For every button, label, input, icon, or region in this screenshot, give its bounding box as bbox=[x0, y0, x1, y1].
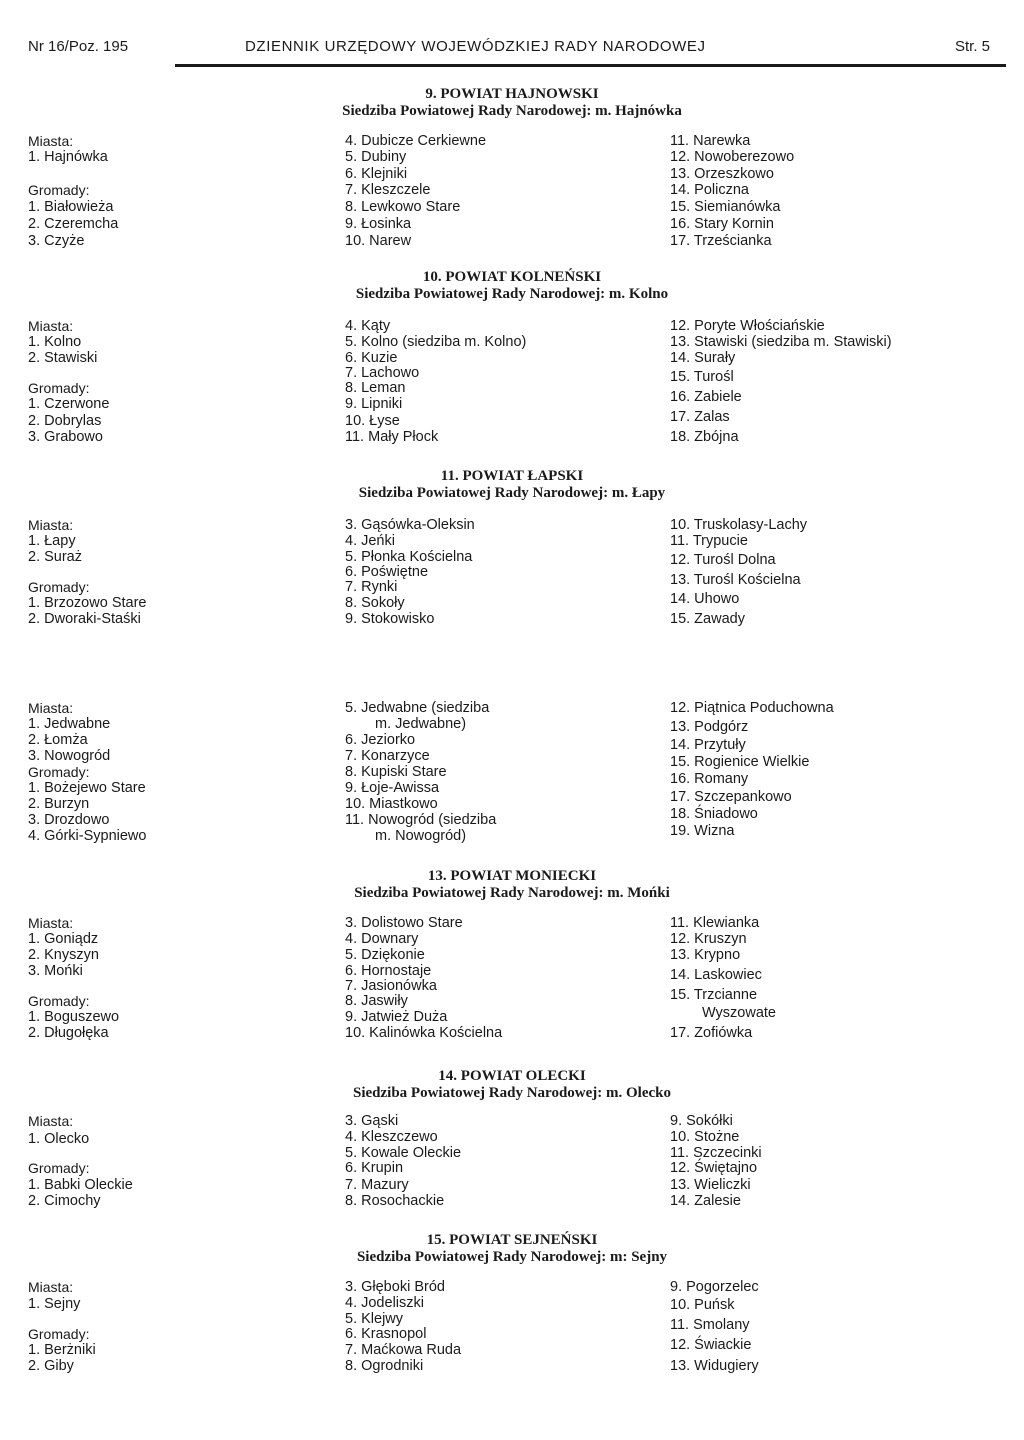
list-label: Miasta: bbox=[28, 1279, 74, 1295]
list-item: 4. Jodeliszki bbox=[345, 1295, 424, 1311]
list-label: Miasta: bbox=[28, 915, 74, 931]
list-item: 10. Miastkowo bbox=[345, 796, 438, 812]
list-item: 9. Stokowisko bbox=[345, 611, 435, 627]
list-item: 15. Trzcianne bbox=[670, 987, 758, 1003]
list-item: 14. Laskowiec bbox=[670, 967, 762, 983]
list-item: 15. Rogienice Wielkie bbox=[670, 754, 810, 770]
list-item: 9. Sokółki bbox=[670, 1113, 733, 1129]
list-item: 10. Łyse bbox=[345, 413, 400, 429]
list-label: Miasta: bbox=[28, 1113, 74, 1129]
list-item: 2. Dworaki-Staśki bbox=[28, 611, 141, 627]
list-item: 16. Romany bbox=[670, 771, 749, 787]
list-item: 1. Bożejewo Stare bbox=[28, 780, 146, 796]
list-item: 1. Goniądz bbox=[28, 931, 99, 947]
list-item: 1. Olecko bbox=[28, 1131, 90, 1147]
list-item: 8. Rosochackie bbox=[345, 1193, 445, 1209]
list-item: 2. Dobrylas bbox=[28, 413, 102, 429]
list-item: 18. Śniadowo bbox=[670, 806, 758, 822]
list-item: 9. Lipniki bbox=[345, 396, 403, 412]
list-item: 3. Czyże bbox=[28, 233, 85, 249]
list-item: 14. Policzna bbox=[670, 182, 749, 198]
list-item: 11. Klewianka bbox=[670, 915, 760, 931]
list-label: Gromady: bbox=[28, 182, 90, 198]
section-title: 11. POWIAT ŁAPSKI bbox=[440, 468, 584, 484]
list-label: Gromady: bbox=[28, 380, 90, 396]
list-item: 1. Białowieża bbox=[28, 199, 114, 215]
list-item: 7. Jasionówka bbox=[345, 978, 437, 994]
list-item: 3. Nowogród bbox=[28, 748, 111, 764]
section-title: 9. POWIAT HAJNOWSKI bbox=[425, 86, 599, 102]
list-item: 5. Dziękonie bbox=[345, 947, 425, 963]
section-subtitle: Siedziba Powiatowej Rady Narodowej: m. Kolno bbox=[355, 286, 669, 302]
list-item: 2. Stawiski bbox=[28, 350, 98, 366]
section-subtitle: Siedziba Powiatowej Rady Narodowej: m. Hajnówka bbox=[342, 103, 682, 119]
list-item: 9. Łoje-Awissa bbox=[345, 780, 440, 796]
list-item: Wyszowate bbox=[702, 1005, 777, 1021]
list-item: 12. Kruszyn bbox=[670, 931, 747, 947]
list-item: 17. Zofiówka bbox=[670, 1025, 753, 1041]
page-header bbox=[0, 38, 1024, 60]
list-item: 13. Krypno bbox=[670, 947, 741, 963]
list-item: 17. Trześcianka bbox=[670, 233, 772, 249]
list-item: 8. Ogrodniki bbox=[345, 1358, 424, 1374]
list-item: 13. Stawiski (siedziba m. Stawiski) bbox=[670, 334, 892, 350]
list-item: 4. Downary bbox=[345, 931, 419, 947]
list-item: 10. Narew bbox=[345, 233, 412, 249]
list-item: 2. Cimochy bbox=[28, 1193, 101, 1209]
list-item: m. Jedwabne) bbox=[375, 716, 467, 732]
list-item: 12. Poryte Włościańskie bbox=[670, 318, 825, 334]
list-item: 12. Piątnica Poduchowna bbox=[670, 700, 834, 716]
list-item: 6. Kuzie bbox=[345, 350, 398, 366]
list-item: 14. Przytuły bbox=[670, 737, 746, 753]
list-item: 7. Kleszczele bbox=[345, 182, 431, 198]
list-item: 2. Długołęka bbox=[28, 1025, 109, 1041]
list-item: 11. Szczecinki bbox=[670, 1145, 762, 1161]
list-item: 12. Turośl Dolna bbox=[670, 552, 776, 568]
list-item: 10. Kalinówka Kościelna bbox=[345, 1025, 503, 1041]
list-item: 6. Jeziorko bbox=[345, 732, 416, 748]
list-item: 9. Jatwież Duża bbox=[345, 1009, 448, 1025]
list-item: 6. Klejniki bbox=[345, 166, 408, 182]
list-item: 5. Kowale Oleckie bbox=[345, 1145, 462, 1161]
list-item: 5. Kolno (siedziba m. Kolno) bbox=[345, 334, 527, 350]
list-item: 12. Świętajno bbox=[670, 1160, 758, 1176]
list-item: 1. Boguszewo bbox=[28, 1009, 120, 1025]
list-item: 8. Jaswiły bbox=[345, 993, 408, 1009]
list-item: 13. Widugiery bbox=[670, 1358, 759, 1374]
list-item: 1. Berżniki bbox=[28, 1342, 96, 1358]
section-title: 10. POWIAT KOLNEŃSKI bbox=[422, 269, 602, 285]
list-item: 5. Jedwabne (siedziba bbox=[345, 700, 490, 716]
list-item: 1. Kolno bbox=[28, 334, 82, 350]
list-item: 1. Łapy bbox=[28, 533, 76, 549]
list-item: 6. Krasnopol bbox=[345, 1326, 427, 1342]
list-item: 3. Grabowo bbox=[28, 429, 103, 445]
list-label: Miasta: bbox=[28, 318, 74, 334]
list-item: 2. Giby bbox=[28, 1358, 74, 1374]
list-item: 7. Mazury bbox=[345, 1177, 409, 1193]
list-item: 8. Kupiski Stare bbox=[345, 764, 447, 780]
list-item: 2. Łomża bbox=[28, 732, 88, 748]
page-number: Str. 5 bbox=[955, 38, 991, 55]
list-item: 3. Gąski bbox=[345, 1113, 399, 1129]
list-label: Gromady: bbox=[28, 1160, 90, 1176]
list-item: 9. Pogorzelec bbox=[670, 1279, 759, 1295]
list-item: 13. Turośl Kościelna bbox=[670, 572, 801, 588]
list-item: 19. Wizna bbox=[670, 823, 735, 839]
journal-title: DZIENNIK URZĘDOWY WOJEWÓDZKIEJ RADY NARODOWEJ bbox=[245, 38, 706, 55]
section-title: 14. POWIAT OLECKI bbox=[438, 1068, 586, 1084]
list-item: 4. Kąty bbox=[345, 318, 391, 334]
list-item: 6. Poświętne bbox=[345, 564, 429, 580]
list-item: 5. Płonka Kościelna bbox=[345, 549, 473, 565]
list-item: 10. Stożne bbox=[670, 1129, 740, 1145]
list-item: 1. Brzozowo Stare bbox=[28, 595, 147, 611]
list-item: 3. Drozdowo bbox=[28, 812, 110, 828]
list-item: 7. Maćkowa Ruda bbox=[345, 1342, 462, 1358]
list-label: Miasta: bbox=[28, 517, 74, 533]
list-item: 3. Głęboki Bród bbox=[345, 1279, 445, 1295]
list-item: 2. Suraż bbox=[28, 549, 82, 565]
list-item: 1. Jedwabne bbox=[28, 716, 111, 732]
section-subtitle: Siedziba Powiatowej Rady Narodowej: m. Łapy bbox=[358, 485, 666, 501]
list-item: 13. Orzeszkowo bbox=[670, 166, 774, 182]
list-item: 2. Knyszyn bbox=[28, 947, 99, 963]
list-item: 14. Zalesie bbox=[670, 1193, 741, 1209]
list-item: 13. Wieliczki bbox=[670, 1177, 751, 1193]
list-label: Gromady: bbox=[28, 1326, 90, 1342]
list-item: 11. Mały Płock bbox=[345, 429, 439, 445]
list-item: 2. Czeremcha bbox=[28, 216, 119, 232]
list-item: 6. Hornostaje bbox=[345, 963, 432, 979]
list-item: 8. Lewkowo Stare bbox=[345, 199, 461, 215]
list-label: Gromady: bbox=[28, 579, 90, 595]
list-item: 17. Zalas bbox=[670, 409, 730, 425]
list-item: 18. Zbójna bbox=[670, 429, 739, 445]
section-title: 15. POWIAT SEJNEŃSKI bbox=[426, 1232, 598, 1248]
list-item: 4. Jeńki bbox=[345, 533, 395, 549]
list-item: 5. Dubiny bbox=[345, 149, 407, 165]
list-item: 7. Lachowo bbox=[345, 365, 420, 381]
list-item: 9. Łosinka bbox=[345, 216, 412, 232]
list-item: 6. Krupin bbox=[345, 1160, 404, 1176]
section-subtitle: Siedziba Powiatowej Rady Narodowej: m: Sejny bbox=[356, 1249, 668, 1265]
list-item: m. Nowogród) bbox=[375, 828, 467, 844]
list-item: 13. Podgórz bbox=[670, 719, 749, 735]
issue-number: Nr 16/Poz. 195 bbox=[28, 38, 129, 55]
header-rule bbox=[175, 64, 1006, 67]
list-item: 15. Zawady bbox=[670, 611, 745, 627]
list-item: 1. Sejny bbox=[28, 1296, 81, 1312]
list-item: 5. Klejwy bbox=[345, 1311, 404, 1327]
list-item: 15. Turośl bbox=[670, 369, 734, 385]
list-item: 3. Mońki bbox=[28, 963, 83, 979]
list-item: 11. Trypucie bbox=[670, 533, 748, 549]
list-item: 11. Smolany bbox=[670, 1317, 750, 1333]
list-item: 15. Siemianówka bbox=[670, 199, 781, 215]
list-item: 12. Nowoberezowo bbox=[670, 149, 795, 165]
list-item: 17. Szczepankowo bbox=[670, 789, 792, 805]
list-item: 12. Świackie bbox=[670, 1337, 752, 1353]
list-item: 1. Czerwone bbox=[28, 396, 110, 412]
section-title: 13. POWIAT MONIECKI bbox=[427, 868, 597, 884]
list-label: Gromady: bbox=[28, 993, 90, 1009]
list-item: 14. Uhowo bbox=[670, 591, 740, 607]
list-item: 1. Hajnówka bbox=[28, 149, 108, 165]
list-item: 8. Leman bbox=[345, 380, 406, 396]
list-item: 8. Sokoły bbox=[345, 595, 405, 611]
list-item: 4. Górki-Sypniewo bbox=[28, 828, 147, 844]
list-item: 1. Babki Oleckie bbox=[28, 1177, 133, 1193]
list-item: 11. Nowogród (siedziba bbox=[345, 812, 497, 828]
list-item: 7. Rynki bbox=[345, 579, 398, 595]
section-subtitle: Siedziba Powiatowej Rady Narodowej: m. Mońki bbox=[354, 885, 670, 901]
list-item: 2. Burzyn bbox=[28, 796, 90, 812]
list-item: 10. Puńsk bbox=[670, 1297, 735, 1313]
list-item: 4. Kleszczewo bbox=[345, 1129, 438, 1145]
list-item: 11. Narewka bbox=[670, 133, 751, 149]
list-label: Miasta: bbox=[28, 700, 74, 716]
list-item: 3. Dolistowo Stare bbox=[345, 915, 463, 931]
list-label: Miasta: bbox=[28, 133, 74, 149]
section-subtitle: Siedziba Powiatowej Rady Narodowej: m. Olecko bbox=[352, 1085, 672, 1101]
list-item: 7. Konarzyce bbox=[345, 748, 430, 764]
list-item: 16. Stary Kornin bbox=[670, 216, 774, 232]
list-item: 4. Dubicze Cerkiewne bbox=[345, 133, 487, 149]
list-item: 10. Truskolasy-Lachy bbox=[670, 517, 808, 533]
list-item: 3. Gąsówka-Oleksin bbox=[345, 517, 475, 533]
list-label: Gromady: bbox=[28, 764, 90, 780]
list-item: 16. Zabiele bbox=[670, 389, 742, 405]
list-item: 14. Surały bbox=[670, 350, 736, 366]
